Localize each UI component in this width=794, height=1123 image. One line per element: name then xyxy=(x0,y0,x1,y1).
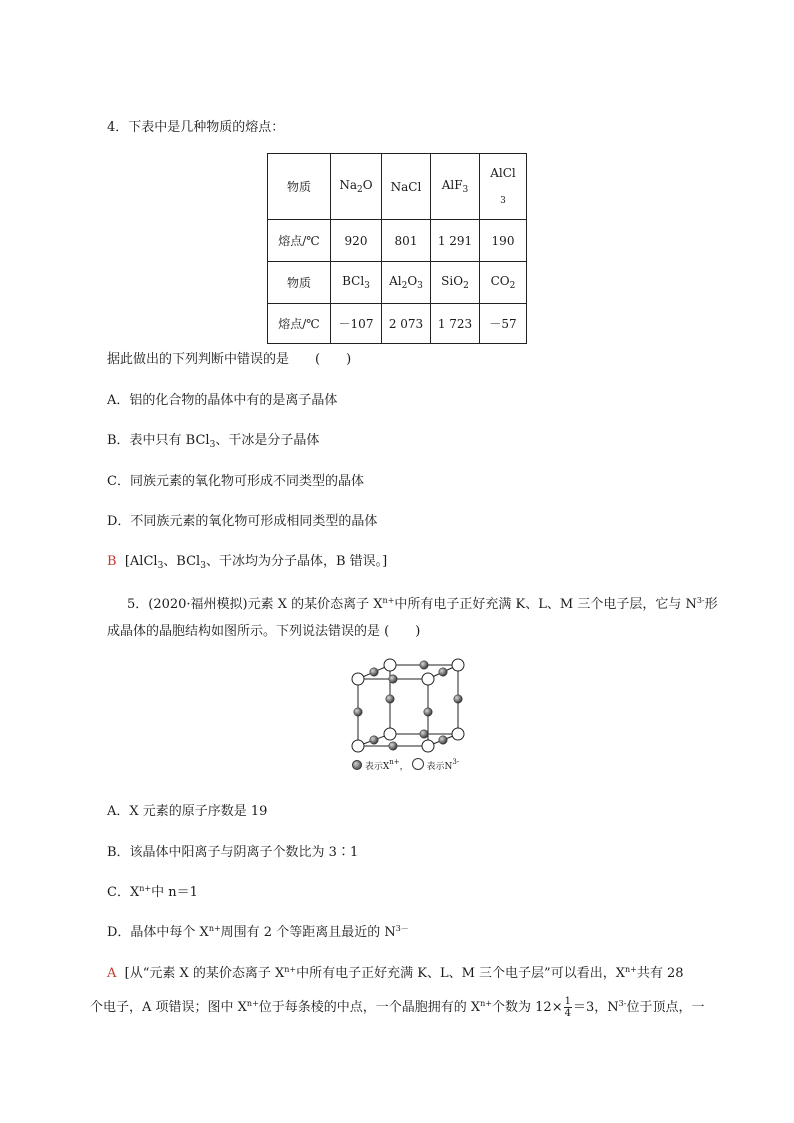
x-ion xyxy=(389,675,397,683)
table-cell: 1 723 xyxy=(431,304,480,344)
table-cell: AlCl 3 xyxy=(480,154,527,220)
answer-letter: A xyxy=(107,966,117,981)
table-cell: AlF$_3$ xyxy=(431,154,480,220)
n-ion xyxy=(422,673,434,685)
q4-option-d: D．不同族元素的氧化物可形成相同类型的晶体 xyxy=(107,514,378,529)
q4-stem: 4．下表中是几种物质的熔点： xyxy=(107,120,285,135)
table-cell: －57 xyxy=(480,304,527,344)
n-ion xyxy=(384,659,396,671)
q5-option-c: C．$X^{n+}$中 n＝1 xyxy=(107,884,198,900)
x-ion xyxy=(354,708,362,716)
table-cell: 2 073 xyxy=(382,304,431,344)
q5-answer-line2: 个电子，A 项错误；图中 $X^{n+}$位于每条棱的中点，一个晶胞拥有的 $X^{n+}$个数为 12× $\frac{1}{4}$ ＝3，$N^{3-}$位于顶点，一 xyxy=(90,996,705,1019)
q4-option-a: A．铝的化合物的晶体中有的是离子晶体 xyxy=(107,393,338,408)
x-ion xyxy=(389,742,397,750)
x-ion-legend-icon xyxy=(352,760,362,770)
table-cell: 熔点/℃ xyxy=(268,220,331,262)
n-ion xyxy=(384,728,396,740)
table-cell: 190 xyxy=(480,220,527,262)
table-cell: SiO$_2$ xyxy=(431,262,480,304)
x-ion xyxy=(424,708,432,716)
q4-option-c: C．同族元素的氧化物可形成不同类型的晶体 xyxy=(107,474,364,489)
q5-option-a: A．X 元素的原子序数是 19 xyxy=(107,804,268,819)
table-cell: 物质 xyxy=(268,262,331,304)
n-ion xyxy=(352,740,364,752)
crystal-legend: 表示$X^{n+}$， 表示$N^{3-}$ xyxy=(352,758,459,772)
table-cell: BCl$_3$ xyxy=(331,262,382,304)
table-cell: 1 291 xyxy=(431,220,480,262)
table-cell: $Al_2O_3$ xyxy=(382,262,431,304)
x-ion xyxy=(420,730,428,738)
n-ion xyxy=(352,673,364,685)
n-ion xyxy=(452,728,464,740)
fraction: $\frac{1}{4}$ xyxy=(564,996,571,1019)
q5-stem-line1: 5．(2020·福州模拟)元素 X 的某价态离子 $X^{n+}$中所有电子正好充满 K、L、M 三个电子层，它与 $N^{3-}$形 xyxy=(127,596,718,612)
q4-question: 据此做出的下列判断中错误的是 ( ) xyxy=(107,352,352,367)
x-ion xyxy=(454,695,462,703)
melting-point-table xyxy=(267,153,527,344)
answer-letter: B xyxy=(107,554,117,569)
table-cell: 物质 xyxy=(268,154,331,220)
x-ion xyxy=(386,695,394,703)
cube-edges xyxy=(358,665,458,746)
x-ion xyxy=(439,668,447,676)
x-ion xyxy=(439,736,447,744)
x-ion xyxy=(370,668,378,676)
n-ion xyxy=(422,740,434,752)
q5-option-b: B．该晶体中阳离子与阴离子个数比为 3∶1 xyxy=(107,845,359,860)
n-ion-legend-icon xyxy=(412,758,424,770)
n-ion xyxy=(452,659,464,671)
table-cell: －107 xyxy=(331,304,382,344)
crystal-cell-diagram xyxy=(350,655,470,755)
table-cell: 熔点/℃ xyxy=(268,304,331,344)
q5-answer-line1: A [从“元素 X 的某价态离子 $X^{n+}$中所有电子正好充满 K、L、M 三个电子层”可以看出，$X^{n+}$共有 28 xyxy=(107,965,684,981)
x-ion xyxy=(420,661,428,669)
q5-stem-line2: 成晶体的晶胞结构如图所示。下列说法错误的是 ( ) xyxy=(107,624,421,639)
q4-answer: B [AlCl$_3$、BCl$_3$、干冰均为分子晶体，B 错误。] xyxy=(107,554,388,571)
table-cell: 801 xyxy=(382,220,431,262)
x-ion xyxy=(370,736,378,744)
table-cell: $Na_2O$ xyxy=(331,154,382,220)
table-cell: 920 xyxy=(331,220,382,262)
table-cell: NaCl xyxy=(382,154,431,220)
table-cell: $CO_2$ xyxy=(480,262,527,304)
q5-option-d: D．晶体中每个 $X^{n+}$周围有 2 个等距离且最近的 $N^{3-}$ xyxy=(107,924,409,940)
q4-option-b: B．表中只有 BCl$_3$、干冰是分子晶体 xyxy=(107,433,320,450)
